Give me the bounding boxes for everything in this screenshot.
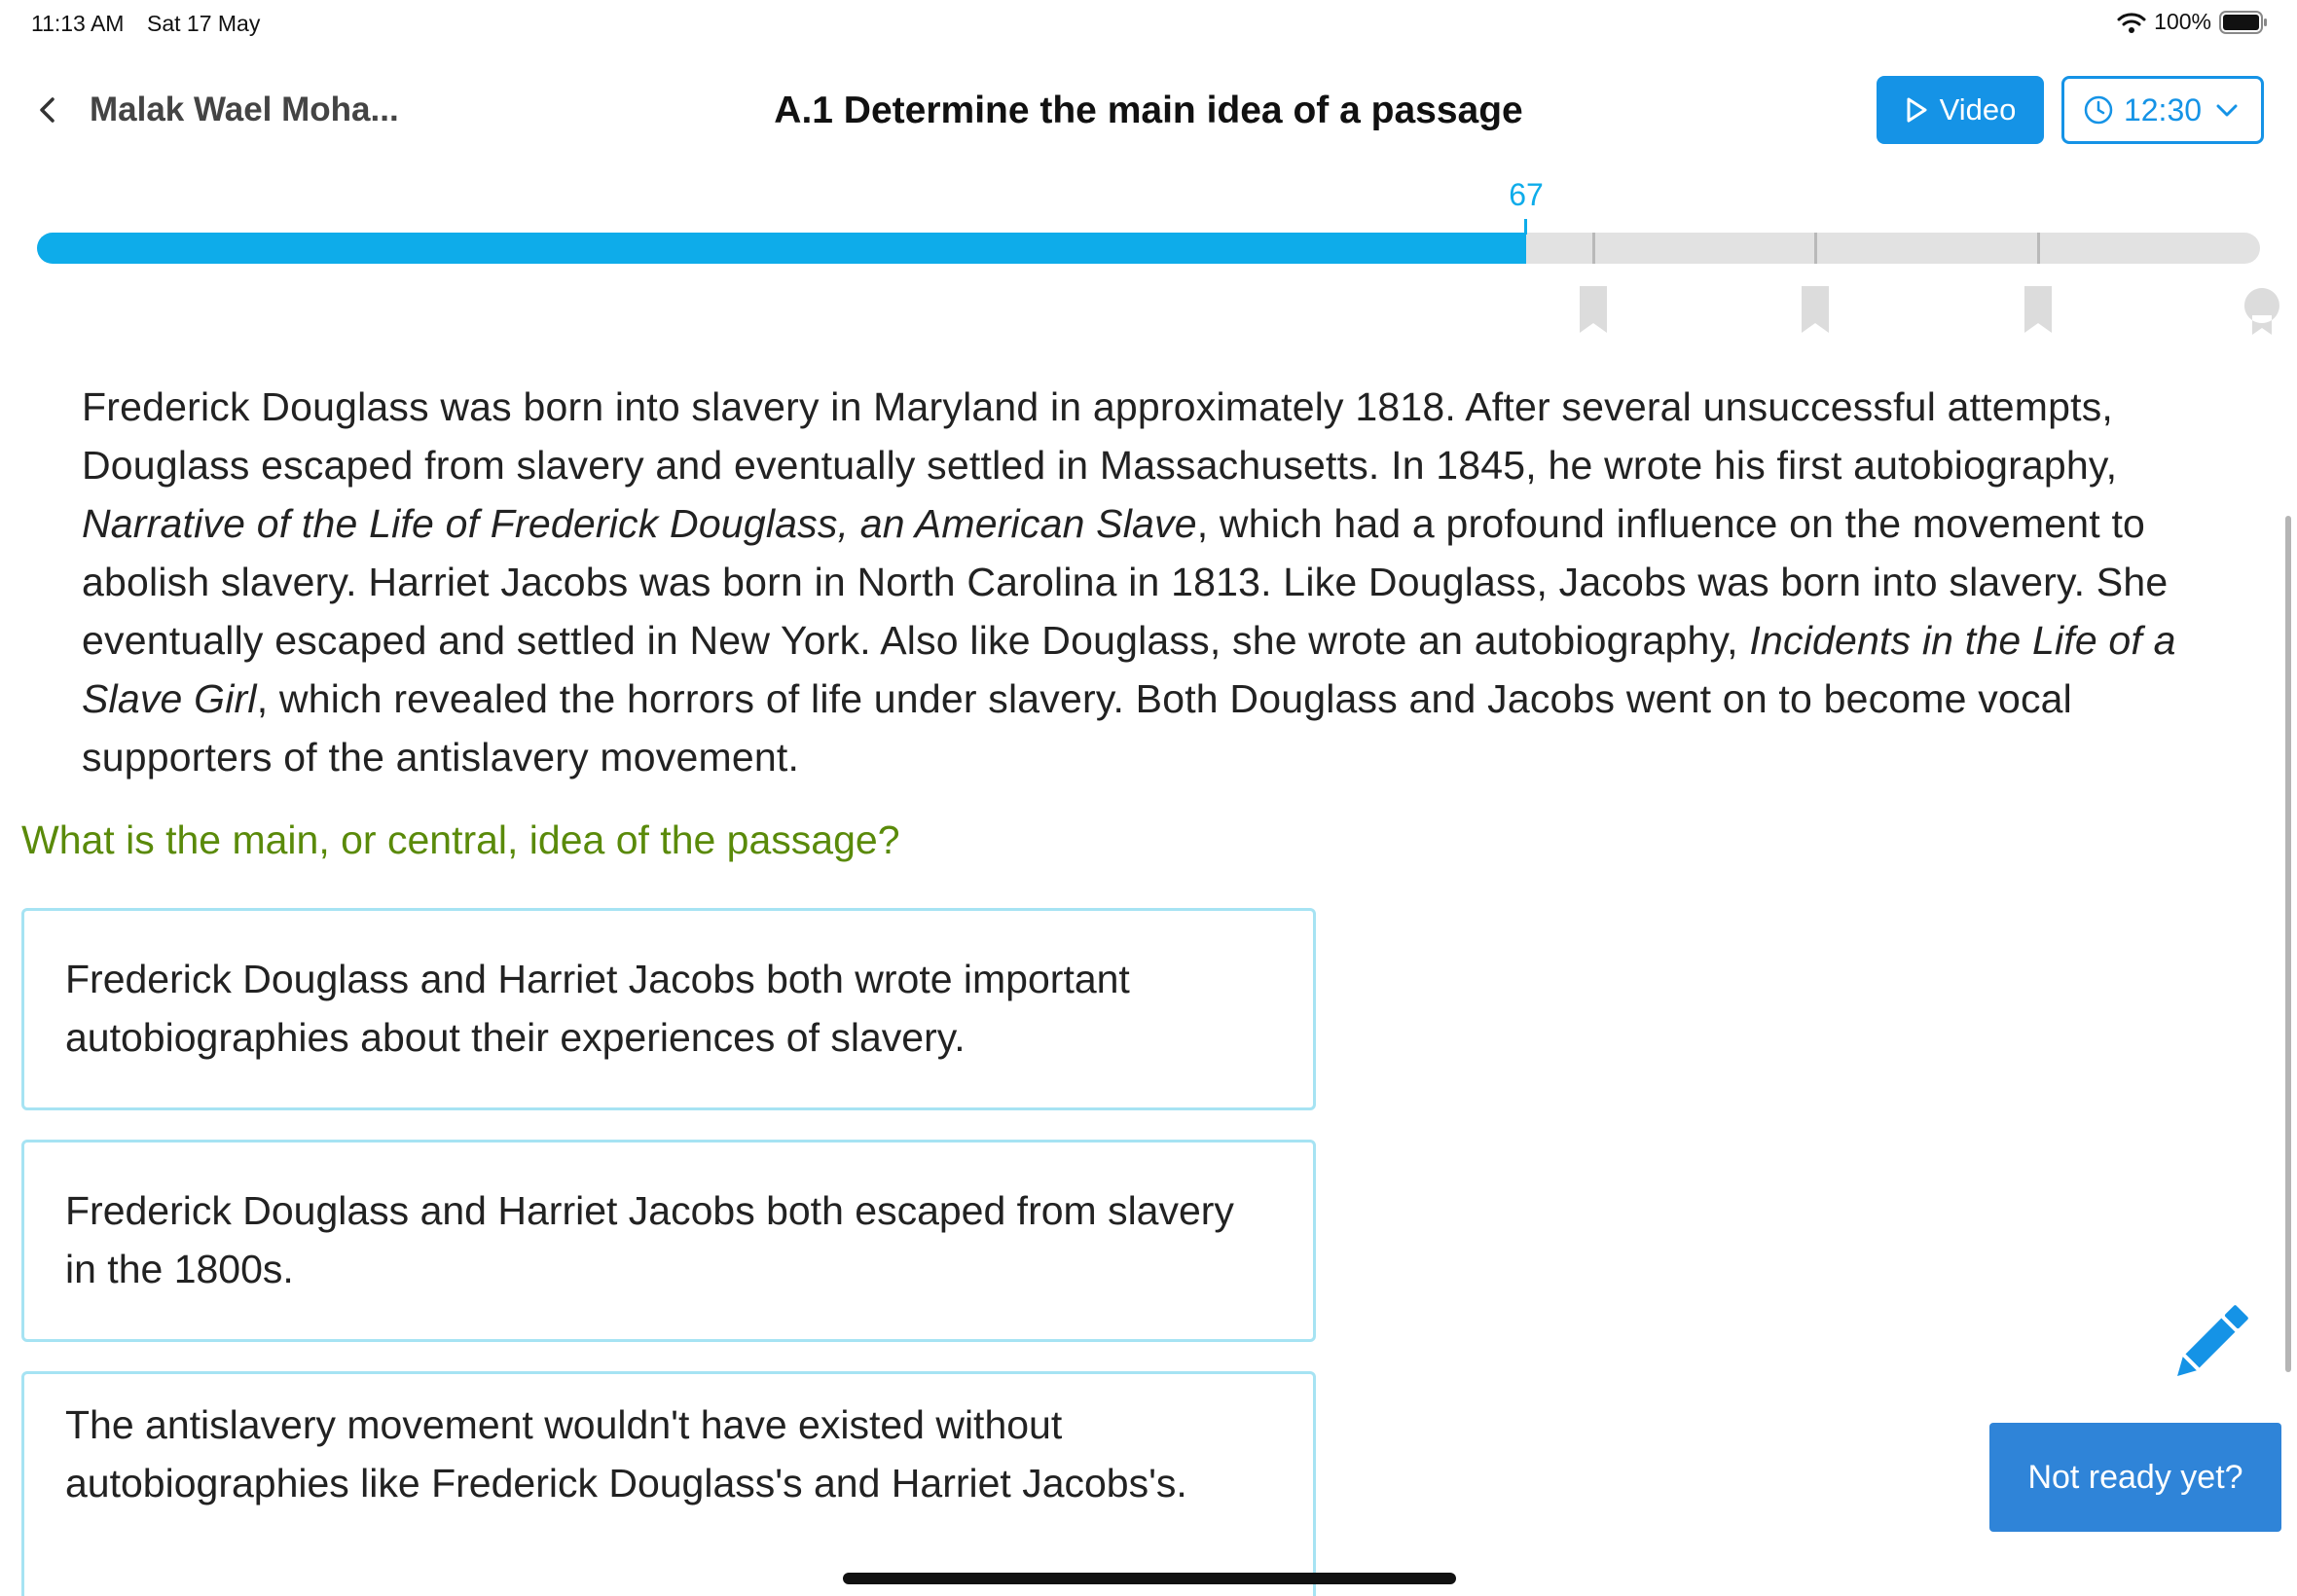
progress-tick bbox=[1592, 233, 1595, 264]
chevron-down-icon bbox=[2211, 94, 2242, 126]
status-date: Sat 17 May bbox=[147, 11, 261, 36]
book-title: Incidents in the Life of a Slave Girl bbox=[82, 618, 2176, 721]
answer-choice[interactable]: Frederick Douglass and Harriet Jacobs both wrote important autobiographies about their experiences of slavery. bbox=[21, 908, 1316, 1110]
wifi-icon bbox=[2117, 11, 2146, 34]
ribbon-icon bbox=[2242, 286, 2281, 335]
status-indicators bbox=[2117, 9, 2268, 35]
play-icon bbox=[1905, 96, 1928, 124]
home-indicator[interactable] bbox=[843, 1573, 1456, 1584]
timer-button[interactable] bbox=[2061, 76, 2264, 144]
header bbox=[0, 68, 2297, 152]
timer-value: 12:30 bbox=[2123, 91, 2203, 127]
bookmark-icon bbox=[1579, 286, 1608, 335]
clock-icon bbox=[2083, 94, 2114, 126]
status-time: 11:13 AM bbox=[31, 11, 125, 36]
smart-score-value: 67 bbox=[1509, 177, 1544, 212]
battery-icon bbox=[2219, 10, 2268, 35]
progress-fill bbox=[37, 233, 1526, 264]
book-title: Narrative of the Life of Frederick Douglass, an American Slave bbox=[82, 501, 1197, 546]
student-name-link[interactable]: Malak Wael Moha... bbox=[90, 91, 399, 128]
progress-track bbox=[37, 233, 2260, 264]
answer-choice[interactable]: Frederick Douglass and Harriet Jacobs both escaped from slavery in the 1800s. bbox=[21, 1140, 1316, 1342]
bookmark-icon bbox=[2024, 286, 2053, 335]
pencil-icon[interactable] bbox=[2167, 1296, 2254, 1390]
reading-passage bbox=[82, 378, 2262, 786]
progress-tick bbox=[2037, 233, 2040, 264]
scrollbar[interactable] bbox=[2285, 516, 2291, 1372]
passage-text: Frederick Douglass was born into slavery in Maryland in approximately 1818. After several unsuccessful attempts, Douglass escaped from slavery and eventually settled in Massachusetts. In 1845, he wrote his first autobiography, bbox=[82, 384, 2118, 488]
status-bar bbox=[0, 0, 2297, 47]
video-button-label: Video bbox=[1939, 92, 2017, 127]
passage-text: , which had a profound influence on the movement to abolish slavery. Harriet Jacobs was born in North Carolina in 1813. Like Douglass, Jacobs was born into slavery. She eventually escaped and settled in New York. Also like Douglass, she wrote an autobiography, bbox=[82, 501, 2169, 663]
progress-tick bbox=[1814, 233, 1817, 264]
smart-score-progress bbox=[37, 177, 2260, 352]
page-title: A.1 Determine the main idea of a passage bbox=[774, 90, 1523, 131]
progress-marker bbox=[1524, 219, 1527, 235]
answer-choice[interactable]: The antislavery movement wouldn't have existed without autobiographies like Frederick Douglass's and Harriet Jacobs's. bbox=[21, 1371, 1316, 1596]
not-ready-button[interactable]: Not ready yet? bbox=[1989, 1423, 2281, 1532]
video-button[interactable] bbox=[1877, 76, 2044, 144]
passage-text: , which revealed the horrors of life under slavery. Both Douglass and Jacobs went on to become vocal supporters of the antislavery movement. bbox=[82, 676, 2072, 780]
battery-percent: 100% bbox=[2154, 9, 2211, 34]
question-prompt: What is the main, or central, idea of the passage? bbox=[21, 817, 900, 862]
bookmark-icon bbox=[1801, 286, 1830, 335]
